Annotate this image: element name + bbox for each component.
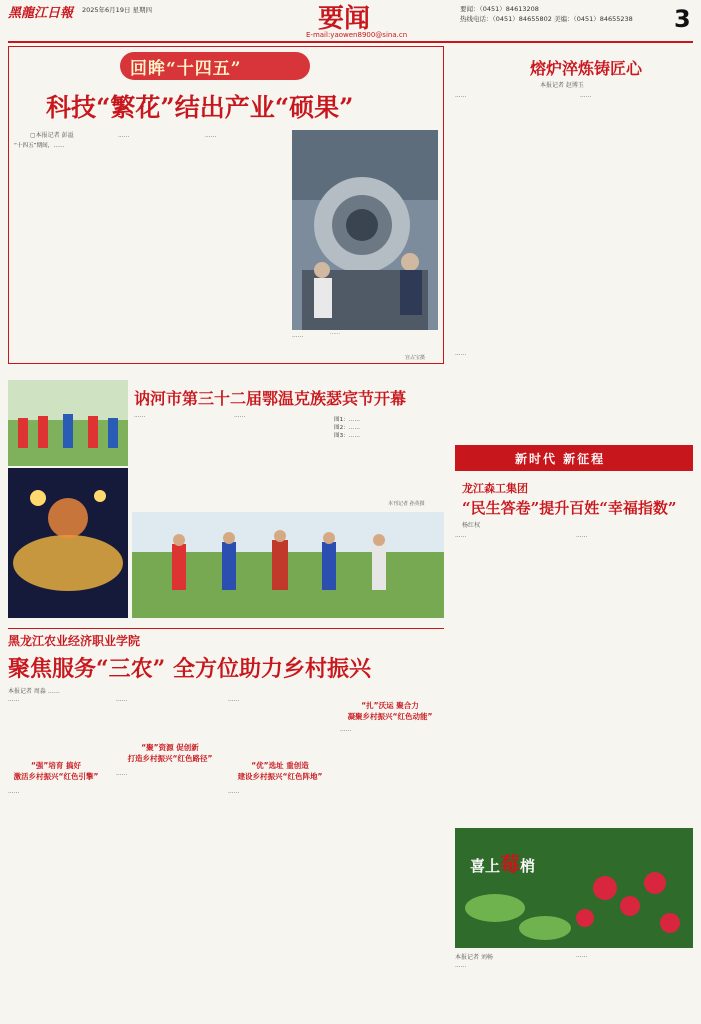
- column-tag-title: 新时代 新征程: [515, 452, 606, 466]
- longjiang-col-2: ……: [576, 533, 588, 539]
- college-kicker: 黑龙江农业经济职业学院: [8, 634, 141, 648]
- page-number: 3: [674, 5, 691, 33]
- strawberry-photo-illustration: [455, 828, 693, 948]
- issue-date: 2025年6月19日 星期四: [82, 6, 153, 14]
- caption-item-3: 图3：……: [334, 433, 360, 439]
- college-subhead-3: “优”选址 重创造 建设乡村振兴“红色阵地”: [237, 761, 323, 781]
- longjiang-headline: “民生答卷”提升百姓“幸福指数”: [462, 499, 677, 517]
- top-story-headline: 科技“繁花”结出产业“硕果”: [46, 93, 354, 122]
- banner-title: 回眸“十四五”: [130, 59, 242, 79]
- college-col-3a: ……: [228, 697, 240, 703]
- newspaper-logo: 黑龍江日報: [8, 6, 74, 21]
- college-subhead-1: “强”培育 搞好 激活乡村振兴“红色引擎”: [13, 761, 99, 781]
- section-email: E-mail:yaowen8900@sina.cn: [306, 31, 408, 39]
- festival-photo-3: [132, 512, 444, 618]
- top-story-col-1: “十四五”期间，……: [14, 143, 65, 149]
- top-story-byline: ▢本报记者 彭溢: [30, 132, 74, 139]
- right-story-headline: 熔炉淬炼铸匠心: [530, 59, 643, 78]
- festival-headline: 讷河市第三十二届鄂温克族瑟宾节开幕: [134, 389, 407, 408]
- byline-marker-icon: ▢: [30, 132, 36, 139]
- college-col-4: ……: [340, 727, 352, 733]
- hotline-line-2: 热线电话：（0451）84655802 美编：（0451）84655238: [460, 15, 633, 23]
- college-byline: 本报记者 周淼 ……: [8, 688, 60, 695]
- college-col-1b: ……: [8, 789, 20, 795]
- top-story-col-3: ……: [205, 133, 217, 139]
- harvest-col-1: ……: [455, 963, 467, 969]
- college-top-rule: [8, 628, 444, 629]
- festival-credit: 本刊记者 孙英摄: [388, 501, 425, 507]
- section-title: 要闻: [318, 4, 371, 34]
- lab-photo: [292, 130, 438, 330]
- top-story-col-2: ……: [118, 133, 130, 139]
- harvest-title: [470, 848, 535, 877]
- college-col-3b: ……: [228, 789, 240, 795]
- college-col-2b: ……: [116, 771, 128, 777]
- right-story-col-1: ……: [455, 93, 467, 99]
- masthead: [0, 0, 701, 40]
- right-story-byline: 本报记者 赵博玉: [540, 82, 584, 89]
- caption-item-2: 图2：……: [334, 425, 360, 431]
- college-col-2a: ……: [116, 697, 128, 703]
- caption-item-1: 图1：……: [334, 417, 360, 423]
- harvest-col-2: ……: [576, 953, 588, 959]
- festival-photo-2-illustration: [8, 468, 128, 618]
- hotline-line-1: 要闻：（0451）84613208: [460, 5, 539, 13]
- photo-credit: 宫占宝摄: [405, 355, 426, 361]
- harvest-title-part-1: 喜上: [470, 857, 501, 875]
- photo-caption: ……: [330, 330, 340, 336]
- masthead-rule: [8, 41, 693, 43]
- harvest-byline: 本报记者 刘畅: [455, 954, 493, 961]
- festival-col-1: ……: [134, 413, 146, 419]
- festival-photo-2: [8, 468, 128, 618]
- festival-photo-1-illustration: [8, 380, 128, 466]
- longjiang-kicker: 龙江森工集团: [462, 482, 528, 495]
- right-story-col-2: ……: [580, 93, 592, 99]
- strawberry-photo: [455, 828, 693, 948]
- college-headline: 聚焦服务“三农” 全方位助力乡村振兴: [8, 656, 371, 682]
- right-story-col-3: ……: [455, 351, 467, 357]
- festival-caption-list: [334, 416, 438, 440]
- festival-col-2: ……: [234, 413, 246, 419]
- college-subhead-4: “扎”沃运 聚合力 凝聚乡村振兴“红色动能”: [347, 701, 433, 721]
- college-col-1a: ……: [8, 697, 20, 703]
- hotline-info: [460, 4, 660, 24]
- longjiang-col-1: ……: [455, 533, 467, 539]
- harvest-title-part-2: 莓: [500, 852, 521, 876]
- harvest-title-part-3: 梢: [520, 857, 536, 875]
- festival-photo-1: [8, 380, 128, 466]
- top-story-col-4: ……: [292, 333, 304, 339]
- festival-photo-3-illustration: [132, 512, 444, 618]
- column-tag-banner: [455, 445, 693, 471]
- college-subhead-2: “聚”资源 促创新 打造乡村振兴“红色路径”: [127, 743, 213, 763]
- longjiang-byline: 杨红权: [462, 522, 481, 529]
- lab-photo-illustration: [292, 130, 438, 330]
